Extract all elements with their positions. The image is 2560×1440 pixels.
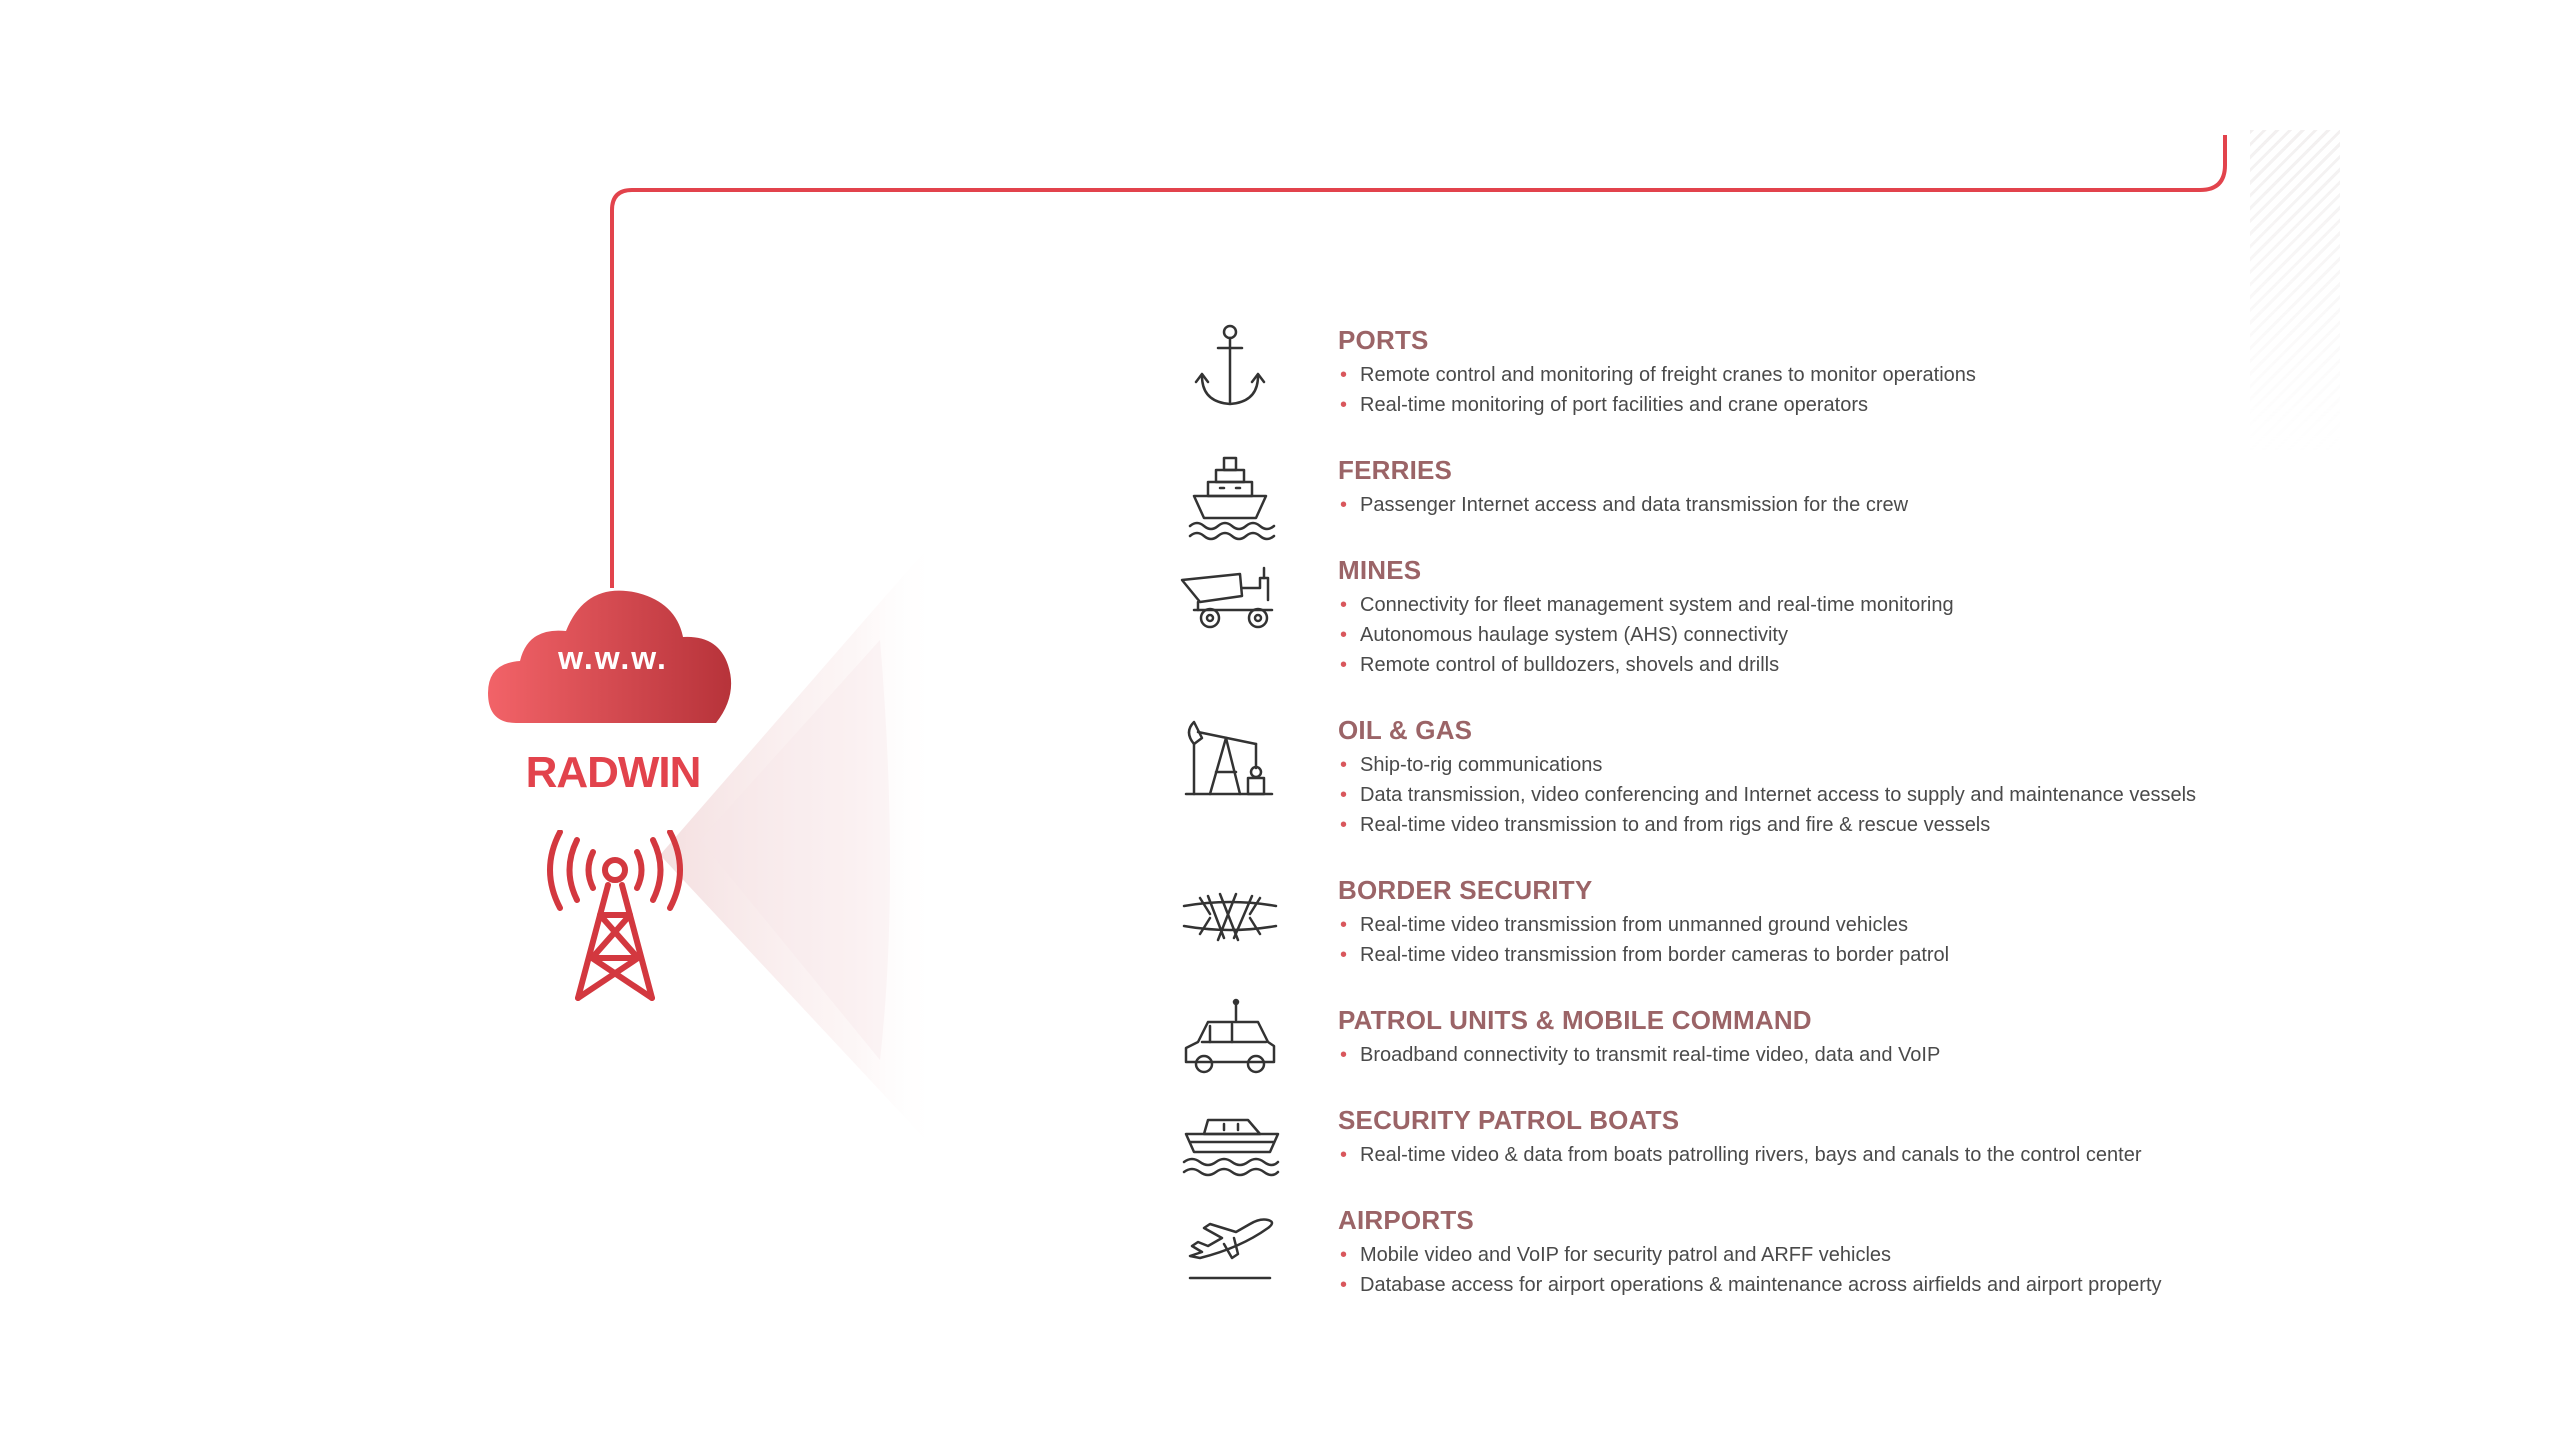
use-case-bullets bbox=[1338, 360, 1976, 420]
use-case-bullets bbox=[1338, 1240, 2162, 1300]
bullet-dot: • bbox=[1340, 1274, 1348, 1296]
dump-truck-icon bbox=[1180, 548, 1280, 648]
bullet-dot: • bbox=[1340, 754, 1348, 776]
use-case-title: AIRPORTS bbox=[1338, 1205, 1474, 1235]
ship-icon bbox=[1180, 448, 1280, 548]
radio-tower-icon bbox=[540, 830, 690, 1005]
bullet-item: • Data transmission, video conferencing and Internet access to supply and maintenance vessels bbox=[1338, 780, 2196, 810]
bullet-item: • Connectivity for fleet management system and real-time monitoring bbox=[1338, 590, 1954, 620]
brand-logo: RADWIN bbox=[525, 748, 701, 797]
bullet-dot: • bbox=[1340, 624, 1348, 646]
anchor-icon bbox=[1180, 318, 1280, 418]
use-case-title: BORDER SECURITY bbox=[1338, 875, 1593, 905]
bullet-item: • Autonomous haulage system (AHS) connectivity bbox=[1338, 620, 1954, 650]
use-case-bullets bbox=[1338, 1140, 2142, 1170]
bullet-dot: • bbox=[1340, 814, 1348, 836]
use-case-bullets bbox=[1338, 910, 1949, 970]
bullet-item: • Database access for airport operations & maintenance across airfields and airport property bbox=[1338, 1270, 2162, 1300]
bullet-item: • Passenger Internet access and data transmission for the crew bbox=[1338, 490, 1908, 520]
use-case-title: PATROL UNITS & MOBILE COMMAND bbox=[1338, 1005, 1812, 1035]
bullet-item: • Ship-to-rig communications bbox=[1338, 750, 2196, 780]
use-case-bullets bbox=[1338, 750, 2196, 840]
bullet-dot: • bbox=[1340, 944, 1348, 966]
bullet-item: • Real-time video transmission from border cameras to border patrol bbox=[1338, 940, 1949, 970]
cloud-label: w.w.w. bbox=[558, 640, 668, 676]
use-case-title: SECURITY PATROL BOATS bbox=[1338, 1105, 1680, 1135]
oil-pump-icon bbox=[1180, 708, 1280, 808]
bullet-dot: • bbox=[1340, 364, 1348, 386]
bullet-item: • Real-time monitoring of port facilities and crane operators bbox=[1338, 390, 1976, 420]
bullet-dot: • bbox=[1340, 1144, 1348, 1166]
bullet-item: • Remote control and monitoring of freight cranes to monitor operations bbox=[1338, 360, 1976, 390]
use-case-title: FERRIES bbox=[1338, 455, 1453, 485]
bullet-dot: • bbox=[1340, 594, 1348, 616]
bullet-item: • Remote control of bulldozers, shovels and drills bbox=[1338, 650, 1954, 680]
use-case-bullets bbox=[1338, 590, 1954, 680]
patrol-car-icon bbox=[1180, 998, 1280, 1098]
use-case-title: OIL & GAS bbox=[1338, 715, 1473, 745]
barbed-wire-icon bbox=[1180, 868, 1280, 968]
bullet-dot: • bbox=[1340, 654, 1348, 676]
bullet-item: • Real-time video transmission to and from rigs and fire & rescue vessels bbox=[1338, 810, 2196, 840]
bullet-dot: • bbox=[1340, 394, 1348, 416]
bullet-dot: • bbox=[1340, 494, 1348, 516]
bullet-item: • Mobile video and VoIP for security patrol and ARFF vehicles bbox=[1338, 1240, 2162, 1270]
patrol-boat-icon bbox=[1180, 1098, 1280, 1198]
bullet-dot: • bbox=[1340, 784, 1348, 806]
use-case-title: PORTS bbox=[1338, 325, 1429, 355]
bullet-dot: • bbox=[1340, 914, 1348, 936]
bullet-dot: • bbox=[1340, 1244, 1348, 1266]
use-case-title: MINES bbox=[1338, 555, 1422, 585]
use-case-bullets bbox=[1338, 1040, 1940, 1070]
use-case-bullets bbox=[1338, 490, 1908, 520]
bullet-item: • Broadband connectivity to transmit real-time video, data and VoIP bbox=[1338, 1040, 1940, 1070]
airplane-icon bbox=[1180, 1198, 1280, 1298]
bullet-dot: • bbox=[1340, 1044, 1348, 1066]
bullet-item: • Real-time video & data from boats patrolling rivers, bays and canals to the control center bbox=[1338, 1140, 2142, 1170]
bullet-item: • Real-time video transmission from unmanned ground vehicles bbox=[1338, 910, 1949, 940]
